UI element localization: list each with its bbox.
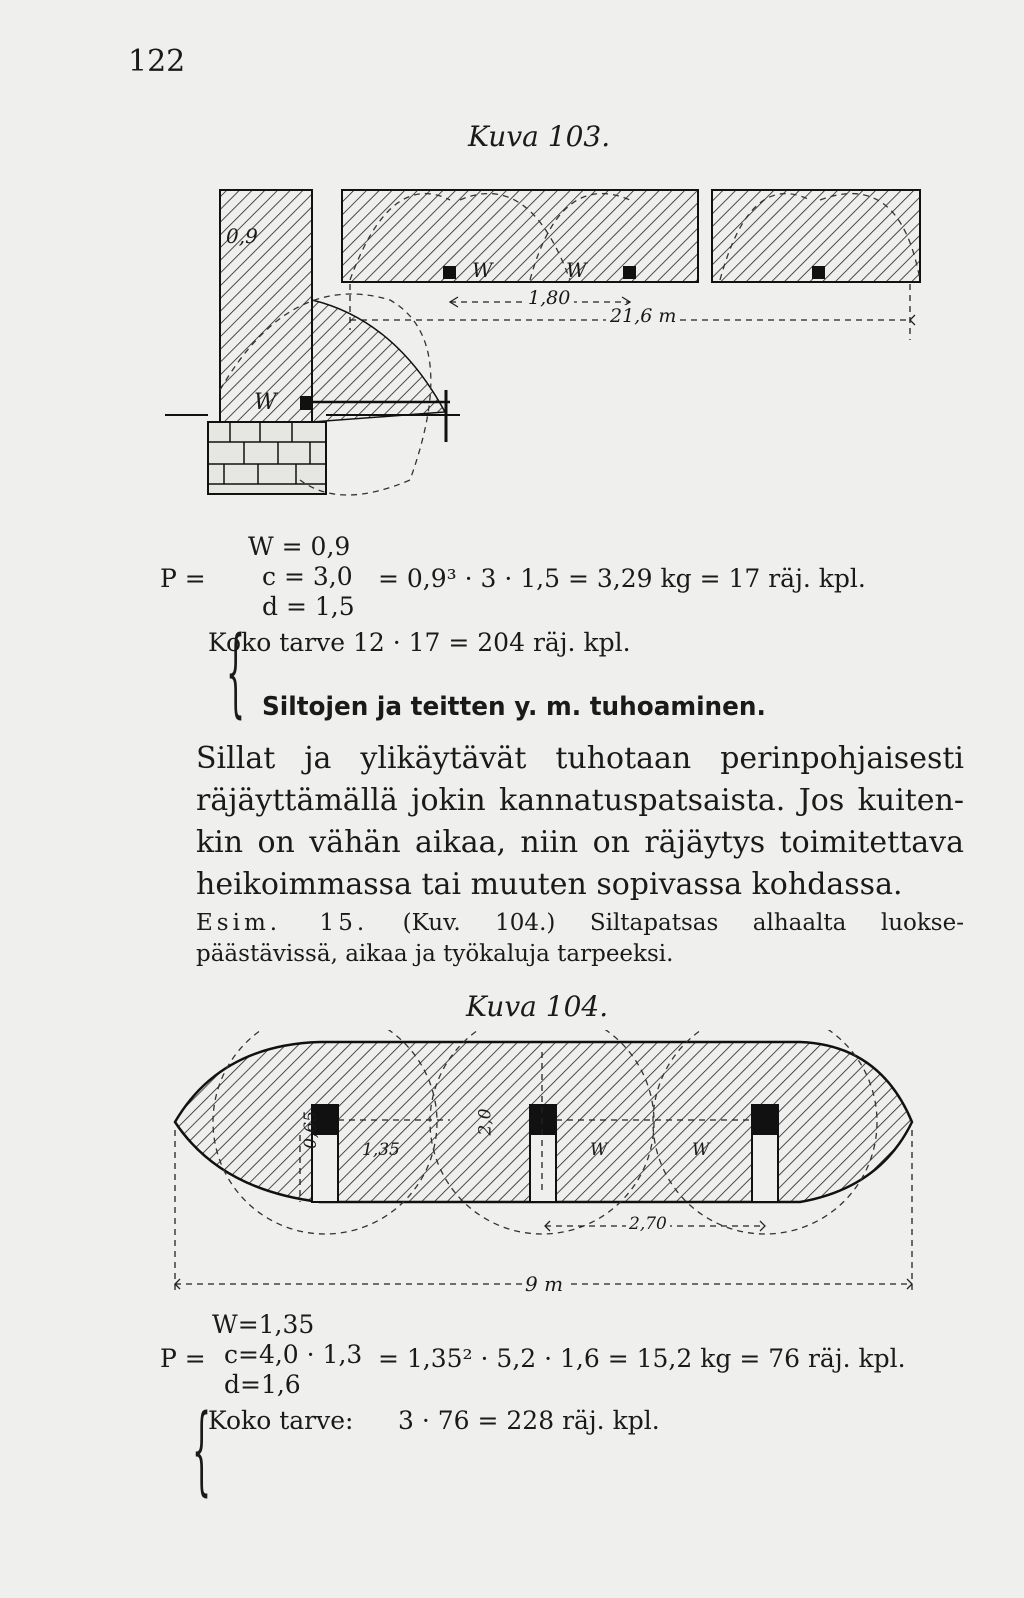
formula1-p: P =: [160, 564, 206, 593]
fig103-spacing-label: 1,80: [524, 287, 574, 309]
figure-103-diagram: [160, 180, 930, 510]
formula2-result: = 1,35² · 5,2 · 1,6 = 15,2 kg = 76 räj. kpl.: [378, 1344, 906, 1373]
example-line2: päästävissä, aikaa ja työkaluja tarpeeksi.: [196, 941, 674, 967]
fig104-w-label-2: W: [692, 1140, 710, 1160]
formula2-variables: [212, 1310, 362, 1400]
example-text: [196, 908, 964, 970]
formula2-total-value: 3 · 76 = 228 räj. kpl.: [398, 1406, 660, 1435]
paragraph-line: Sillat ja ylikäytävät tuhotaan perinpohjaisesti: [196, 741, 964, 776]
fig103-thickness-label: 0,9: [226, 224, 258, 248]
formula2-total-label: Koko tarve:: [208, 1406, 354, 1435]
fig103-w-label-2: W: [566, 258, 587, 282]
fig104-spacing-label: 2,70: [626, 1214, 670, 1234]
formula1-total: Koko tarve 12 · 17 = 204 räj. kpl.: [208, 628, 631, 657]
formula2-c: c=4,0 · 1,3: [224, 1340, 363, 1369]
formula1-d: d = 1,5: [262, 592, 355, 621]
body-paragraph: [196, 738, 964, 906]
formula2-brace-left: {: [192, 1396, 212, 1509]
paragraph-line: kin on vähän aikaa, niin on räjäytys toimitettava: [196, 825, 964, 860]
example-label: Esim. 15.: [196, 910, 369, 936]
paragraph-line: heikoimmassa tai muuten sopivassa kohdassa.: [196, 867, 903, 902]
page-number: 122: [128, 44, 186, 79]
fig103-length-label: 21,6 m: [606, 305, 680, 327]
section-heading: Siltojen ja teitten y. m. tuhoaminen.: [262, 692, 766, 722]
formula1-brace-left: {: [226, 618, 246, 731]
fig103-w-label-3: W: [254, 390, 277, 415]
formula2-w: W=1,35: [212, 1310, 315, 1339]
fig104-length-label: 9 m: [522, 1272, 566, 1296]
fig103-w-label-1: W: [472, 258, 493, 282]
paragraph-line: räjäyttämällä jokin kannatuspatsaista. Jos kuiten-: [196, 783, 964, 818]
formula2-d: d=1,6: [224, 1370, 301, 1399]
figure-103-caption: Kuva 103.: [468, 120, 611, 153]
fig104-width-label: 2,0: [475, 1108, 496, 1136]
formula1-w: W = 0,9: [248, 532, 351, 561]
formula1-c: c = 3,0: [262, 562, 353, 591]
formula1-result: = 0,9³ · 3 · 1,5 = 3,29 kg = 17 räj. kpl.: [378, 564, 866, 593]
fig104-w-label-1: W: [590, 1140, 608, 1160]
figure-104-caption: Kuva 104.: [466, 990, 609, 1023]
fig104-radius-label: 1,35: [362, 1140, 400, 1160]
fig104-height-label: 0,65: [300, 1111, 321, 1149]
example-line1: (Kuv. 104.) Siltapatsas alhaalta luokse-: [402, 910, 964, 936]
formula1-variables: [248, 532, 355, 622]
formula2-p: P =: [160, 1344, 206, 1373]
